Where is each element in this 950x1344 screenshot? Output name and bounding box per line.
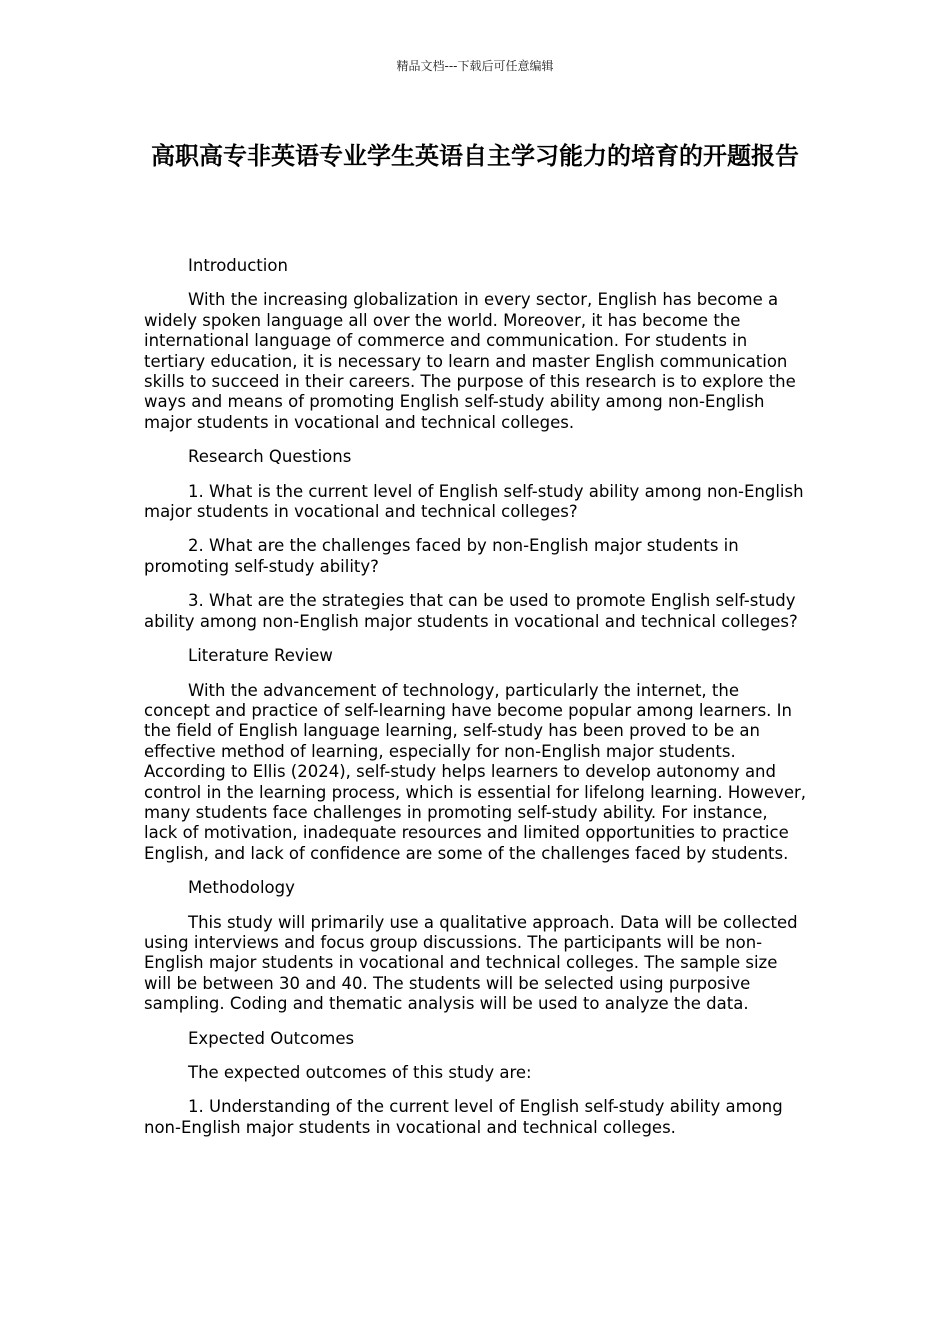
paragraph-literature-review: With the advancement of technology, particularly the internet, the concept and practice of self-learning have become popular among learners. In the field of English language learning, self-study has been proved to be an effective method of learning, especially for non-English major students. According to Ellis (2024), self-study helps learners to develop autonomy and control in the learning process, which is essential for lifelong learning. However, many students face challenges in promoting self-study ability. For instance, lack of motivation, inadequate resources and limited opportunities to practice English, and lack of confidence are some of the challenges faced by students.	[144, 680, 806, 863]
research-question-2: 2. What are the challenges faced by non-English major students in promoting self-study ability?	[144, 536, 739, 576]
document-body	[144, 256, 806, 1152]
document-title: 高职高专非英语专业学生英语自主学习能力的培育的开题报告	[151, 142, 799, 170]
section-heading-literature-review: Literature Review	[188, 646, 333, 666]
research-question-1: 1. What is the current level of English self-study ability among non-English major students in vocational and technical colleges?	[144, 481, 804, 522]
expected-outcome-1: 1. Understanding of the current level of English self-study ability among non-English major students in vocational and technical colleges.	[144, 1097, 783, 1137]
paragraph-methodology: This study will primarily use a qualitative approach. Data will be collected using interviews and focus group discussions. The participants will be non-English major students in vocational and technical colleges. The sample size will be between 30 and 40. The students will be selected using purposive sampling. Coding and thematic analysis will be used to analyze the data.	[144, 912, 798, 1014]
paragraph-introduction: With the increasing globalization in every sector, English has become a widely spoken language all over the world. Moreover, it has become the international language of commerce and communication. For students in tertiary education, it is necessary to learn and master English communication skills to succeed in their careers. The purpose of this research is to explore the ways and means of promoting English self-study ability among non-English major students in vocational and technical colleges.	[144, 290, 796, 432]
section-heading-methodology: Methodology	[188, 878, 295, 898]
section-heading-expected-outcomes: Expected Outcomes	[188, 1028, 355, 1048]
section-heading-research-questions: Research Questions	[188, 447, 352, 467]
paragraph-expected-outcomes-intro: The expected outcomes of this study are:	[188, 1063, 532, 1082]
section-heading-introduction: Introduction	[188, 256, 288, 275]
research-question-3: 3. What are the strategies that can be used to promote English self-study ability among non-English major students in vocational and technical colleges?	[144, 591, 798, 631]
page-header-note: 精品文档---下载后可任意编辑	[396, 59, 554, 73]
